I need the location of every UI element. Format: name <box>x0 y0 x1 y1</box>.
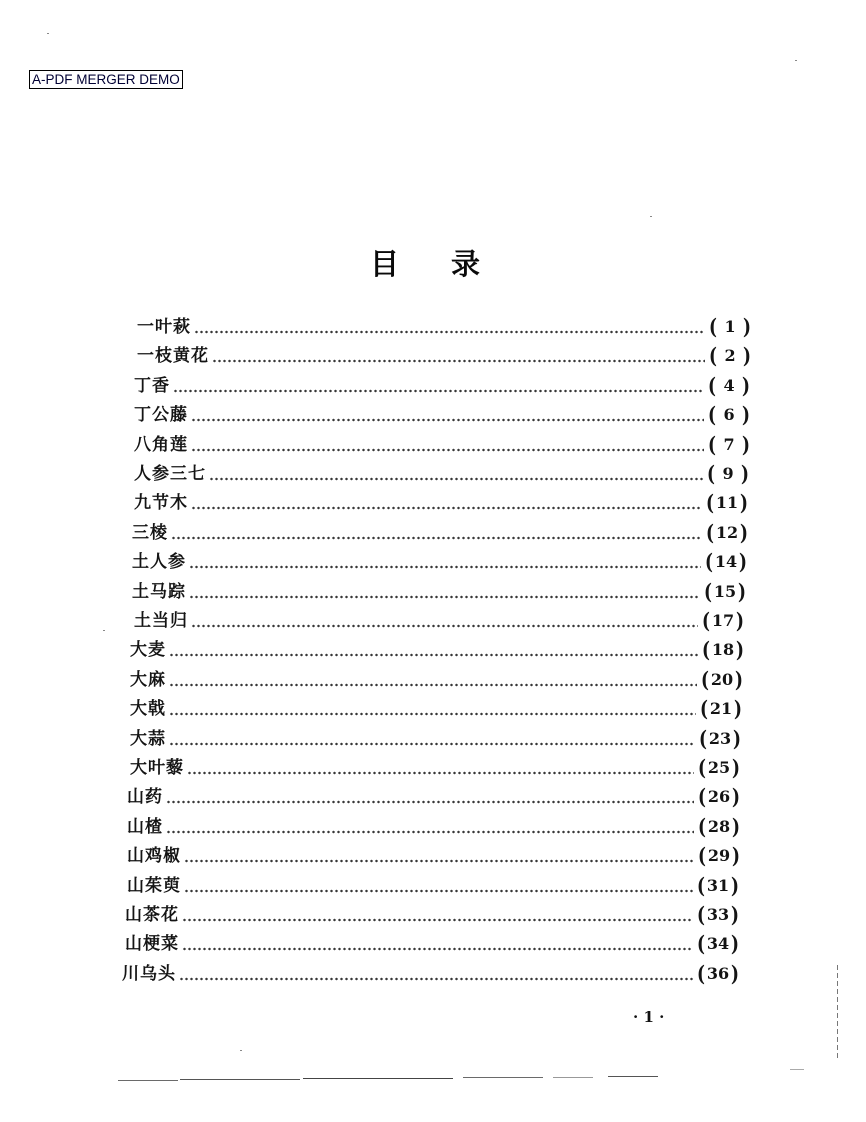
toc-entry[interactable] <box>127 873 740 899</box>
toc-entry[interactable] <box>125 931 740 957</box>
toc-entry[interactable] <box>127 814 741 840</box>
page-number-value: 33 <box>706 905 730 924</box>
page-number-value: 34 <box>706 934 730 954</box>
close-paren: ) <box>735 666 744 692</box>
page-number-value: 25 <box>707 758 731 777</box>
dot-leader <box>169 637 698 663</box>
toc-entry[interactable] <box>134 432 751 458</box>
close-paren: ) <box>731 931 740 957</box>
dot-leader <box>169 696 696 722</box>
open-paren: ( <box>709 343 718 369</box>
toc-entry[interactable] <box>130 755 741 781</box>
page-number-value: 2 <box>724 346 736 366</box>
page-number-value: 15 <box>713 581 737 601</box>
page-number-value: 14 <box>714 552 738 572</box>
open-paren: ( <box>698 813 707 839</box>
toc-entry-page <box>708 343 752 369</box>
close-paren: ) <box>743 343 752 369</box>
dot-leader <box>189 579 700 605</box>
open-paren: ( <box>701 666 710 692</box>
close-paren: ) <box>739 549 748 575</box>
page-number-value: 4 <box>723 375 735 395</box>
open-paren: ( <box>706 490 715 516</box>
close-paren: ) <box>731 960 740 986</box>
toc-entry-page <box>697 814 741 840</box>
close-paren: ) <box>732 813 741 839</box>
toc-entry-page <box>696 961 740 987</box>
open-paren: ( <box>709 314 718 339</box>
close-paren: ) <box>742 372 751 398</box>
dot-leader <box>184 843 694 869</box>
close-paren: ) <box>740 519 749 545</box>
page-number-value: 18 <box>711 640 735 660</box>
dot-leader <box>182 931 693 957</box>
scan-speck <box>650 216 652 217</box>
toc-entry-title: 山药 <box>127 787 163 808</box>
toc-entry[interactable] <box>132 549 748 575</box>
open-paren: ( <box>697 872 706 898</box>
dot-leader <box>169 726 695 752</box>
scan-speck <box>103 630 105 631</box>
toc-entry-title: 三棱 <box>132 522 168 543</box>
open-paren: ( <box>697 902 706 927</box>
toc-entry-page <box>707 402 751 428</box>
toc-entry[interactable] <box>137 343 752 369</box>
toc-entry-title: 大叶藜 <box>130 758 184 778</box>
close-paren: ) <box>732 784 741 810</box>
toc-entry-page <box>708 314 752 340</box>
page-number-value: 20 <box>710 669 734 689</box>
close-paren: ) <box>732 755 741 780</box>
dot-leader <box>191 608 698 634</box>
toc-entry-title: 土人参 <box>132 552 186 573</box>
close-paren: ) <box>733 725 742 751</box>
open-paren: ( <box>708 431 717 457</box>
toc-entry-title: 土当归 <box>134 611 188 631</box>
dot-leader <box>191 490 702 516</box>
toc-entry-title: 山楂 <box>127 816 163 837</box>
close-paren: ) <box>738 578 747 604</box>
toc-entry-page <box>700 667 744 693</box>
dot-leader <box>166 784 694 810</box>
page-number-value: 23 <box>708 728 732 748</box>
close-paren: ) <box>740 490 749 516</box>
dot-leader <box>191 432 704 458</box>
scan-speck <box>795 60 797 61</box>
close-paren: ) <box>742 431 751 457</box>
page-number-value: 17 <box>711 611 735 630</box>
dot-leader <box>187 755 694 781</box>
toc-entry-page <box>697 755 741 781</box>
toc-entry-title: 八角莲 <box>134 434 188 455</box>
dot-leader <box>191 402 704 428</box>
toc-entry-page <box>696 873 740 899</box>
toc-entry[interactable] <box>134 608 745 634</box>
toc-entry-title: 川乌头 <box>122 963 176 984</box>
toc-entry-page <box>699 696 743 722</box>
dot-leader <box>171 520 702 546</box>
toc-entry-page <box>701 637 745 663</box>
dot-leader <box>169 667 697 693</box>
open-paren: ( <box>698 784 707 810</box>
toc-entry-page <box>706 461 750 487</box>
toc-entry[interactable] <box>137 314 752 340</box>
page-number-value: 26 <box>707 787 731 807</box>
toc-entry-title: 大麻 <box>130 669 166 690</box>
open-paren: ( <box>699 725 708 751</box>
dot-leader <box>173 373 704 399</box>
toc-entry-page <box>705 490 749 516</box>
page-number-value: 7 <box>723 434 735 454</box>
open-paren: ( <box>708 402 717 428</box>
toc-entry-page <box>705 520 749 546</box>
toc-entry-title: 山茶花 <box>125 905 179 925</box>
dot-leader <box>189 549 701 575</box>
open-paren: ( <box>708 372 717 398</box>
toc-entry-title: 大戟 <box>130 699 166 720</box>
toc-entry-page <box>697 784 741 810</box>
page-number-value: 11 <box>715 493 739 513</box>
toc-entry-title: 人参三七 <box>134 464 206 484</box>
toc-entry[interactable] <box>134 373 751 399</box>
toc-entry-title: 一枝黄花 <box>137 346 209 367</box>
open-paren: ( <box>702 608 711 633</box>
toc-entry[interactable] <box>125 902 740 928</box>
page-number: · 1 · <box>633 1008 665 1026</box>
dot-leader <box>182 902 693 928</box>
toc-entry[interactable] <box>130 696 743 722</box>
toc-entry-page <box>707 432 751 458</box>
close-paren: ) <box>736 608 745 633</box>
close-paren: ) <box>741 461 750 486</box>
open-paren: ( <box>705 549 714 575</box>
open-paren: ( <box>698 755 707 780</box>
toc-entry[interactable] <box>127 784 741 810</box>
page-number-value: 28 <box>707 816 731 836</box>
toc-entry-title: 大蒜 <box>130 728 166 749</box>
open-paren: ( <box>704 578 713 604</box>
toc-entry-page <box>704 549 748 575</box>
toc-entry[interactable] <box>132 520 749 546</box>
toc-entry-page <box>696 902 740 928</box>
toc-entry-title: 大麦 <box>130 640 166 661</box>
dot-leader <box>166 814 694 840</box>
page-number-value: 12 <box>715 522 739 542</box>
open-paren: ( <box>707 461 716 486</box>
dot-leader <box>209 461 703 487</box>
toc-entry[interactable] <box>130 667 744 693</box>
close-paren: ) <box>732 843 741 869</box>
toc-entry[interactable] <box>122 961 740 987</box>
toc-entry[interactable] <box>134 490 749 516</box>
open-paren: ( <box>702 637 711 663</box>
open-paren: ( <box>706 519 715 545</box>
scan-edge-bottom-divider <box>118 1076 678 1082</box>
open-paren: ( <box>697 960 706 986</box>
toc-entry[interactable] <box>134 402 751 428</box>
toc-entry[interactable] <box>134 461 750 487</box>
close-paren: ) <box>731 902 740 927</box>
toc-entry-page <box>697 843 741 869</box>
toc-entry-title: 山鸡椒 <box>127 846 181 867</box>
title-char-1: 目 <box>370 247 400 281</box>
scan-edge-right-divider <box>837 965 838 1061</box>
watermark-label: A-PDF MERGER DEMO <box>29 70 183 89</box>
toc-entry[interactable] <box>130 637 745 663</box>
open-paren: ( <box>697 931 706 957</box>
toc-entry-page <box>707 373 751 399</box>
page-number-value: 31 <box>706 875 730 895</box>
open-paren: ( <box>698 843 707 869</box>
toc-entry-page <box>698 726 742 752</box>
open-paren: ( <box>700 696 709 722</box>
scan-speck <box>790 1069 804 1070</box>
dot-leader <box>212 343 705 369</box>
toc-entry-title: 丁香 <box>134 375 170 396</box>
close-paren: ) <box>736 637 745 663</box>
page-number-value: 21 <box>709 699 733 719</box>
page-number-value: 1 <box>724 317 736 336</box>
dot-leader <box>194 314 705 340</box>
dot-leader <box>184 873 693 899</box>
toc-entry[interactable] <box>130 726 742 752</box>
page-number-value: 36 <box>706 963 730 983</box>
close-paren: ) <box>734 696 743 722</box>
toc-entry-title: 丁公藤 <box>134 405 188 426</box>
toc-entry-title: 山梗菜 <box>125 934 179 955</box>
toc-entry[interactable] <box>132 579 747 605</box>
scan-speck <box>240 1050 242 1051</box>
page-number-value: 29 <box>707 846 731 866</box>
toc-entry-title: 九节木 <box>134 493 188 514</box>
title-char-2: 录 <box>450 247 480 281</box>
toc-entry-page <box>703 579 747 605</box>
toc-entry-page <box>701 608 745 634</box>
page-number-value: 9 <box>722 464 734 483</box>
scan-speck <box>47 33 49 34</box>
page-number-value: 6 <box>723 405 735 425</box>
toc-entry-title: 土马踪 <box>132 581 186 602</box>
toc-entry-title: 一叶萩 <box>137 317 191 337</box>
close-paren: ) <box>742 402 751 428</box>
close-paren: ) <box>731 872 740 898</box>
toc-entry-title: 山茱萸 <box>127 875 181 896</box>
close-paren: ) <box>743 314 752 339</box>
dot-leader <box>179 961 693 987</box>
toc-entry[interactable] <box>127 843 741 869</box>
toc-entry-page <box>696 931 740 957</box>
